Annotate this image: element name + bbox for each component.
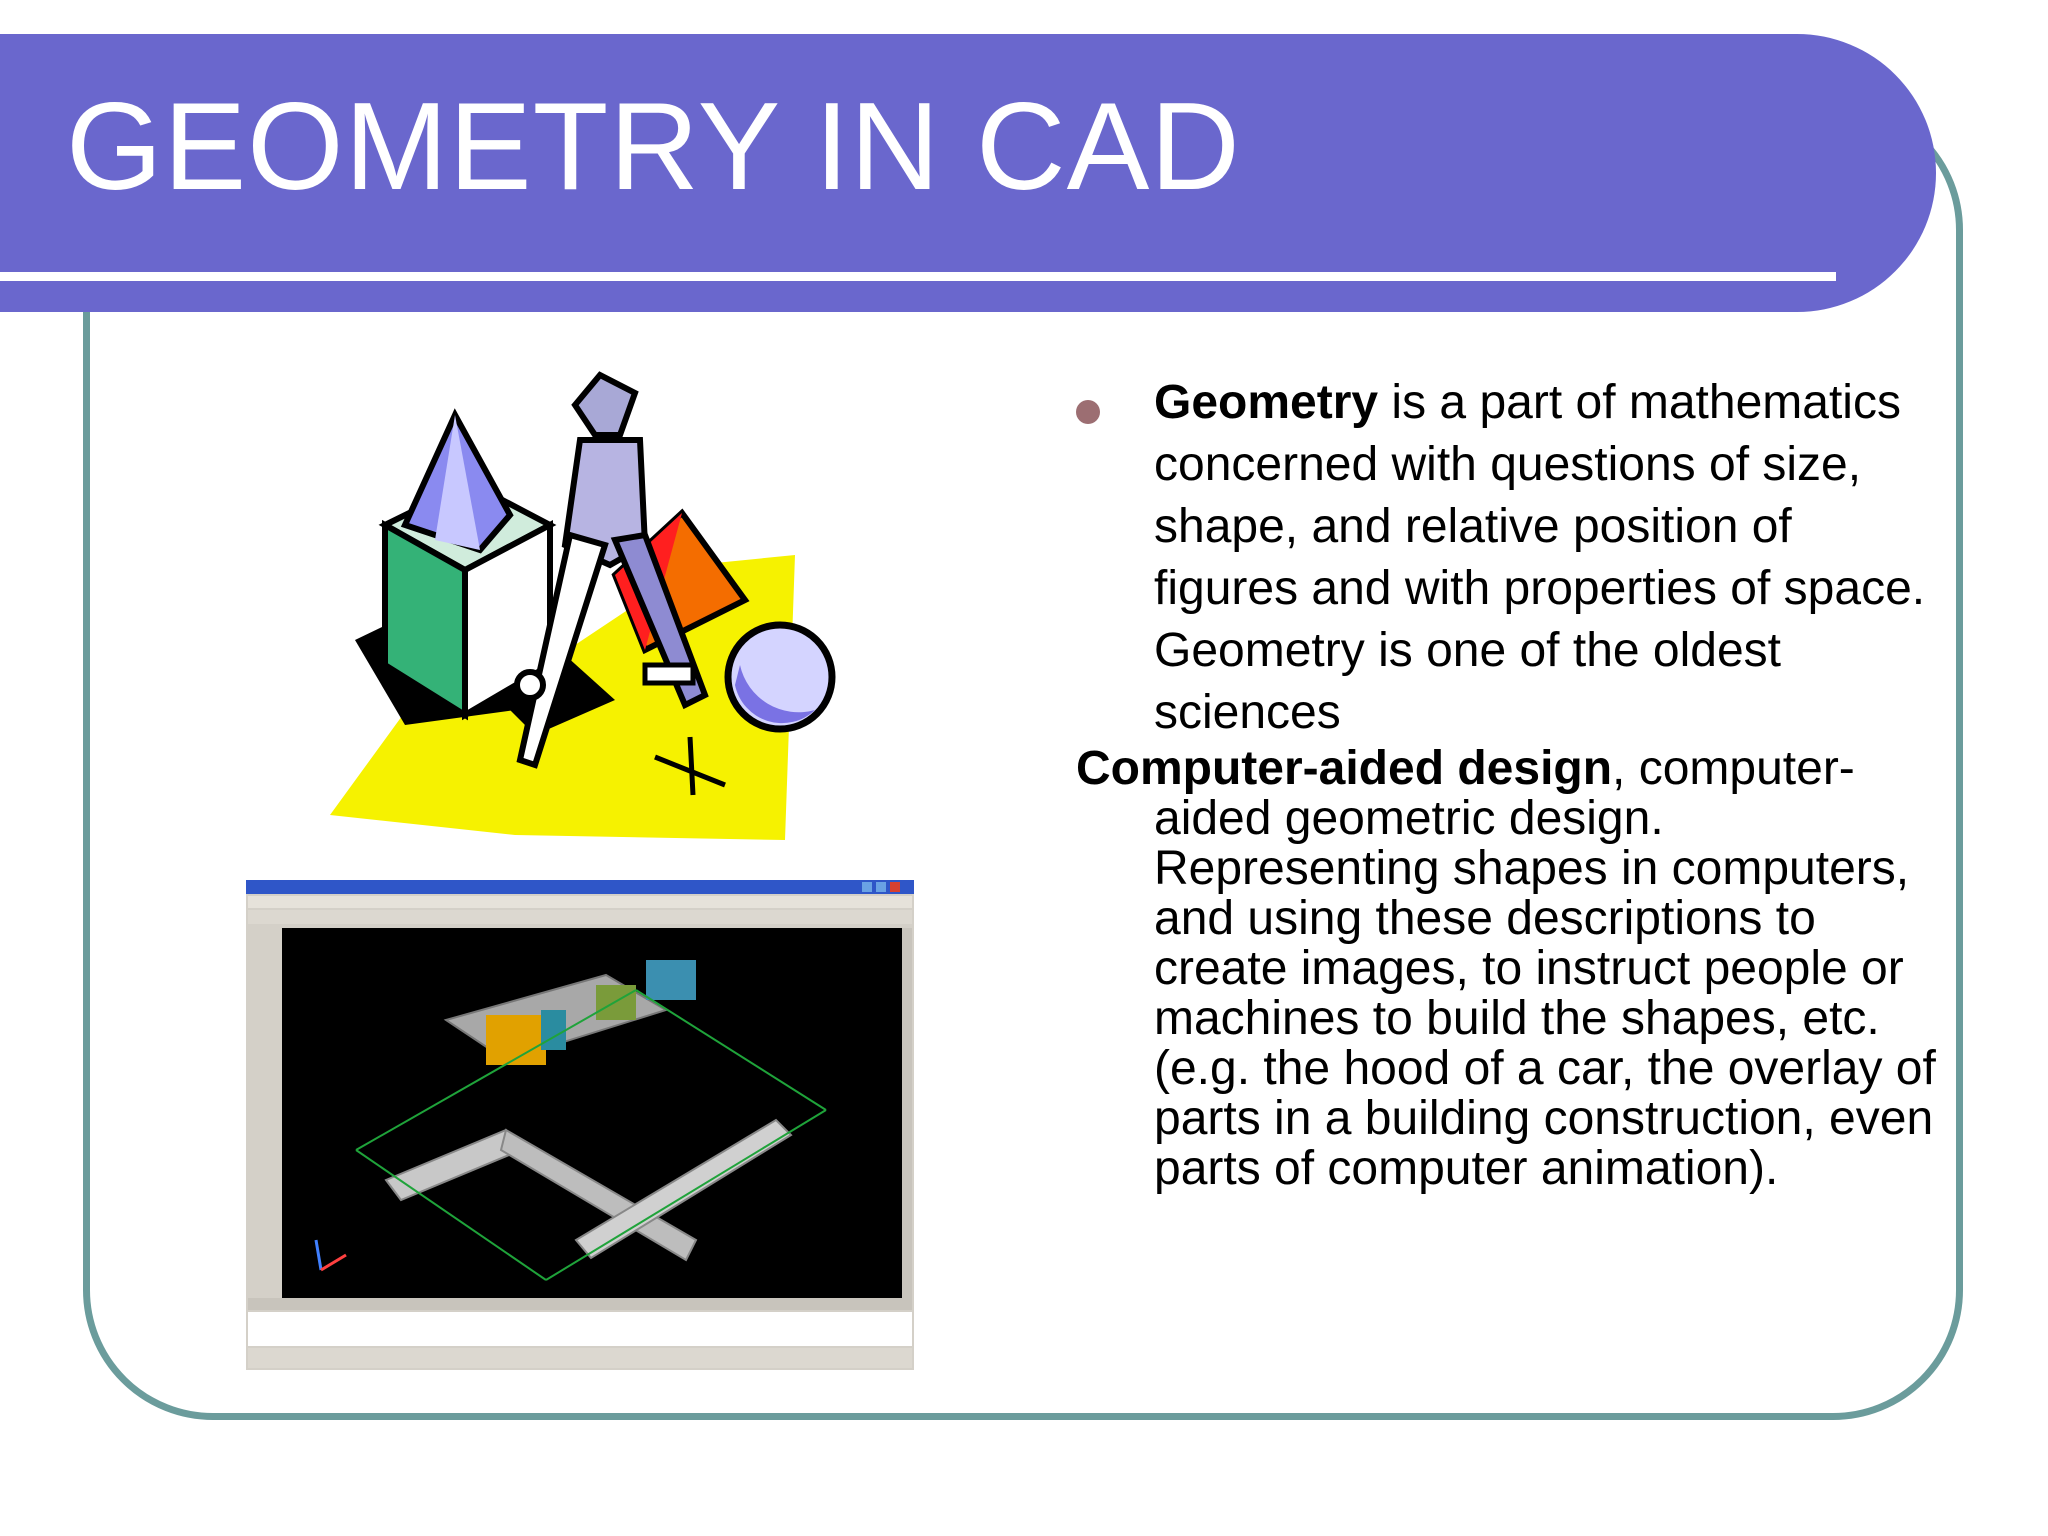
cad-paragraph <box>1076 744 1936 1194</box>
geometry-clipart-image <box>315 365 845 855</box>
geometry-definition: is a part of mathematics concerned with questions of size, shape, and relative position of figures and with properties of space. Geometry is one of the oldest sciences <box>1154 376 1926 739</box>
banner-divider <box>0 272 1836 281</box>
bullet-icon <box>1076 400 1100 424</box>
cad-term: Computer-aided design <box>1076 742 1613 795</box>
geometry-bullet <box>1076 372 1936 744</box>
cad-software-screenshot <box>246 880 914 1370</box>
geometry-term: Geometry <box>1154 376 1379 429</box>
slide-title: GEOMETRY IN CAD <box>66 78 1241 216</box>
cad-definition: , computer-aided geometric design. Representing shapes in computers, and using these descriptions to create images, to instruct people or machines to build the shapes, etc. (e.g. the hood of a car, the overlay of parts in a building construction, even parts of computer animation). <box>1154 742 1936 1195</box>
slide-body <box>1076 372 1936 1194</box>
